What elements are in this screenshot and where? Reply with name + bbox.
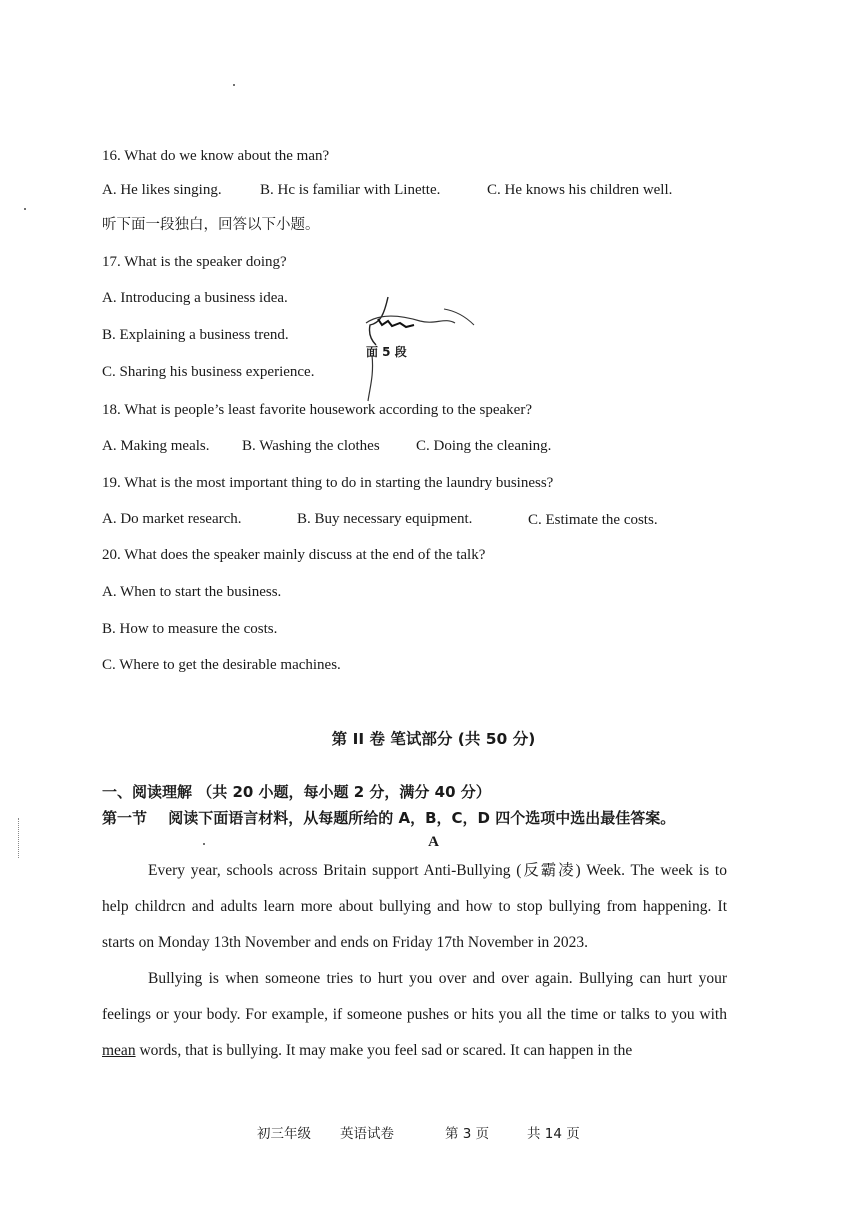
footer-page-number: 第 3 页: [445, 1126, 490, 1142]
q16-option-b: B. Hc is familiar with Linette.: [260, 182, 441, 198]
part1-label: 第一节: [102, 809, 148, 827]
q17-option-b: B. Explaining a business trend.: [102, 327, 289, 343]
q20-option-a: A. When to start the business.: [102, 584, 282, 600]
section-reading-heading: 一、阅读理解 （共 20 小题，每小题 2 分，满分 40 分）: [102, 783, 491, 801]
passage-paragraph-1: Every year, schools across Britain support Anti-Bullying (反霸凌) Week. The week is to help childrcn and adults learn more about bullying and how to stop bullying from happening. It starts on Monday 13th November and ends on Friday 17th November in 2023.: [102, 862, 727, 951]
footer-total-pages: 共 14 页: [527, 1126, 580, 1142]
underlined-word: mean: [102, 1042, 136, 1059]
passage-paragraph-2: [102, 961, 727, 1069]
paper-tear-mark: [360, 295, 480, 405]
reading-passage: [102, 853, 727, 1069]
question-17: 17. What is the speaker doing?: [102, 254, 287, 270]
q19-option-c: C. Estimate the costs.: [528, 512, 658, 528]
q16-option-a: A. He likes singing.: [102, 182, 222, 198]
q17-option-c: C. Sharing his business experience.: [102, 364, 315, 380]
question-19: 19. What is the most important thing to do in starting the laundry business?: [102, 475, 554, 491]
q19-option-a: A. Do market research.: [102, 511, 242, 527]
question-20: 20. What does the speaker mainly discuss at the end of the talk?: [102, 547, 486, 563]
q17-option-a: A. Introducing a business idea.: [102, 290, 288, 306]
q18-option-b: B. Washing the clothes: [242, 438, 380, 454]
q16-option-c: C. He knows his children well.: [487, 182, 673, 198]
part1-instruction: 阅读下面语言材料，从每题所给的 A，B，C，D 四个选项中选出最佳答案。: [168, 809, 676, 827]
volume-title: 第 II 卷 笔试部分 (共 50 分): [331, 730, 536, 748]
stain-text: 面 5 段: [366, 345, 407, 359]
q19-option-b: B. Buy necessary equipment.: [297, 511, 473, 527]
passage-letter: A: [428, 834, 439, 850]
q18-option-c: C. Doing the cleaning.: [416, 438, 552, 454]
part1-heading: [102, 808, 675, 828]
q18-option-a: A. Making meals.: [102, 438, 210, 454]
q20-option-b: B. How to measure the costs.: [102, 621, 278, 637]
scan-speck: [24, 208, 26, 210]
footer-grade: 初三年级: [257, 1126, 311, 1142]
p2-text-after: words, that is bullying. It may make you feel sad or scared. It can happen in the: [135, 1042, 633, 1059]
footer-subject: 英语试卷: [340, 1126, 394, 1142]
question-18: 18. What is people’s least favorite housework according to the speaker?: [102, 402, 532, 418]
scan-speck: [233, 84, 235, 86]
monologue-instruction: 听下面一段独白，回答以下小题。: [102, 217, 320, 233]
question-16: 16. What do we know about the man?: [102, 148, 330, 164]
q20-option-c: C. Where to get the desirable machines.: [102, 657, 341, 673]
p2-text-before: Bullying is when someone tries to hurt you over and over again. Bullying can hurt your feelings or your body. For example, if someone pushes or hits you all the time or talks to you with: [102, 970, 727, 1023]
